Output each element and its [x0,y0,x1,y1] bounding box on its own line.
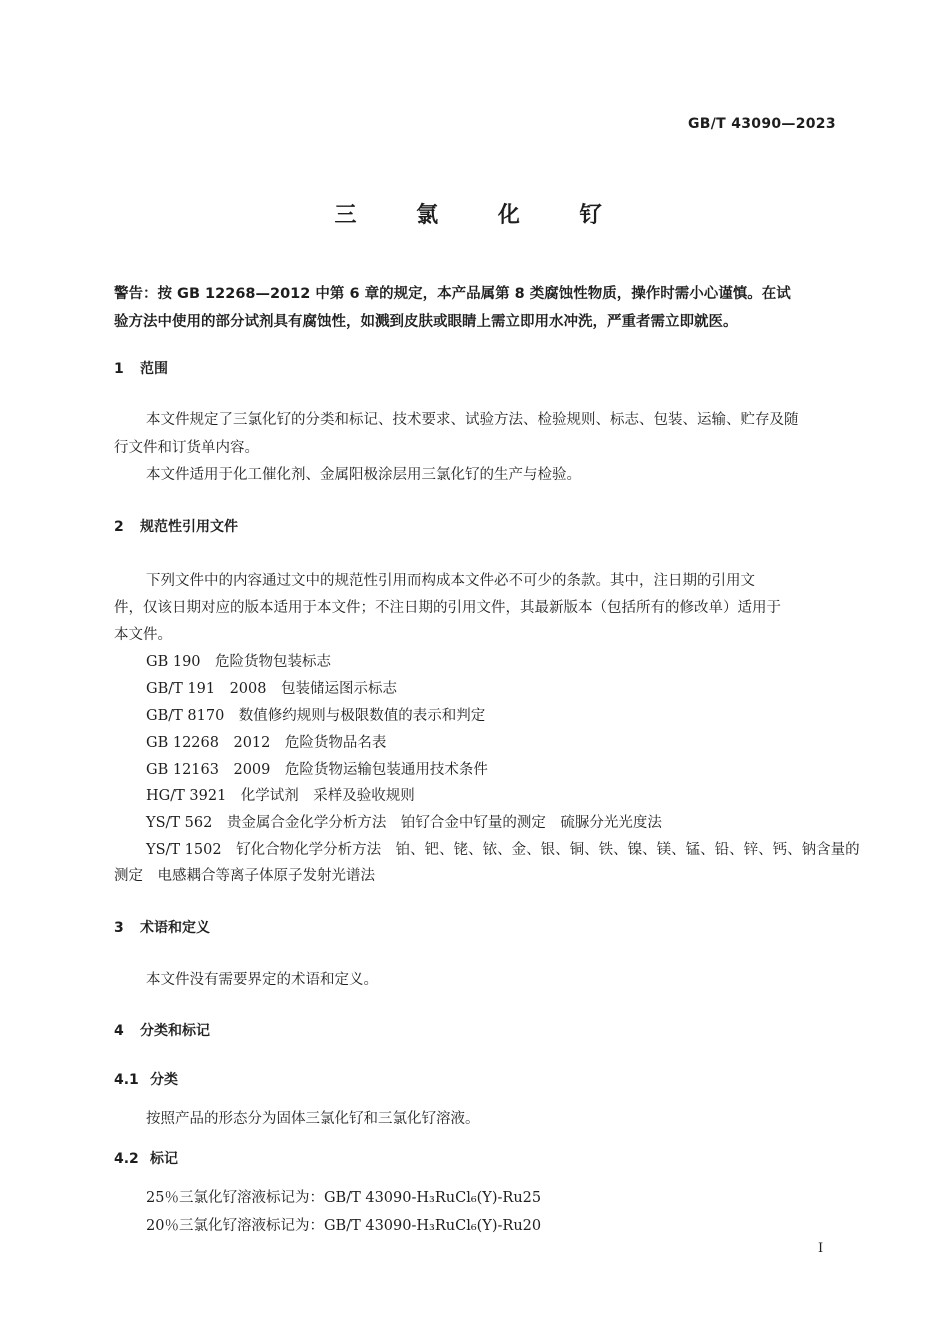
section-title: 范围 [140,361,168,377]
scope-paragraph-2: 本文件适用于化工催化剂、金属阳极涂层用三氯化钌的生产与检验。 [146,467,581,483]
classification-paragraph: 按照产品的形态分为固体三氯化钌和三氯化钌溶液。 [146,1111,480,1127]
section-number: 2 [114,519,124,535]
warning-line-1: 警告：按 GB 12268—2012 中第 6 章的规定，本产品属第 8 类腐蚀性物质，操作时需小心谨慎。在试 [114,286,791,302]
section-title: 标记 [150,1151,178,1167]
reference-item-continuation: 测定 电感耦合等离子体原子发射光谱法 [114,868,375,884]
reference-item: YS/T 562 贵金属合金化学分析方法 铂钌合金中钌量的测定 硫脲分光光度法 [146,815,662,831]
reference-item: GB 12163 2009 危险货物运输包装通用技术条件 [146,762,488,778]
warning-line-2: 验方法中使用的部分试剂具有腐蚀性，如溅到皮肤或眼睛上需立即用水冲洗，严重者需立即就医。 [114,314,738,330]
document-id: GB/T 43090—2023 [688,116,836,132]
section-title: 分类 [150,1072,178,1088]
section-number: 4.2 [114,1151,139,1167]
reference-item: GB 190 危险货物包装标志 [146,654,332,670]
section-4-2-heading [114,1148,178,1168]
normative-intro-line-1: 下列文件中的内容通过文中的规范性引用而构成本文件必不可少的条款。其中，注日期的引用文 [146,573,755,589]
section-4-heading [114,1020,210,1040]
reference-item: GB/T 8170 数值修约规则与极限数值的表示和判定 [146,708,486,724]
section-number: 4 [114,1023,124,1039]
section-1-heading [114,358,168,378]
section-title: 规范性引用文件 [140,519,238,535]
reference-item: GB/T 191 2008 包装储运图示标志 [146,681,397,697]
section-2-heading [114,516,238,536]
marking-example-2: 20％三氯化钌溶液标记为：GB/T 43090-H₃RuCl₆(Y)-Ru20 [146,1218,542,1234]
section-title: 分类和标记 [140,1023,210,1039]
reference-item: YS/T 1502 钌化合物化学分析方法 铂、钯、铑、铱、金、银、铜、铁、镍、镁、锰、铅、锌、钙、钠含量的 [146,842,860,858]
document-title: 三 氯 化 钌 [334,203,628,228]
scope-paragraph-1-line-2: 行文件和订货单内容。 [114,440,259,456]
section-3-heading [114,917,210,937]
marking-example-1: 25％三氯化钌溶液标记为：GB/T 43090-H₃RuCl₆(Y)-Ru25 [146,1190,542,1206]
scope-paragraph-1-line-1: 本文件规定了三氯化钌的分类和标记、技术要求、试验方法、检验规则、标志、包装、运输、贮存及随 [146,412,799,428]
section-number: 3 [114,920,124,936]
section-title: 术语和定义 [140,920,210,936]
normative-intro-line-2: 件，仅该日期对应的版本适用于本文件；不注日期的引用文件，其最新版本（包括所有的修改单）适用于 [114,600,781,616]
reference-item: GB 12268 2012 危险货物品名表 [146,735,387,751]
terms-paragraph: 本文件没有需要界定的术语和定义。 [146,972,378,988]
normative-intro-line-3: 本文件。 [114,627,172,643]
section-number: 4.1 [114,1072,139,1088]
section-number: 1 [114,361,124,377]
page-number: I [818,1241,824,1256]
section-4-1-heading [114,1069,178,1089]
reference-item: HG/T 3921 化学试剂 采样及验收规则 [146,788,415,804]
